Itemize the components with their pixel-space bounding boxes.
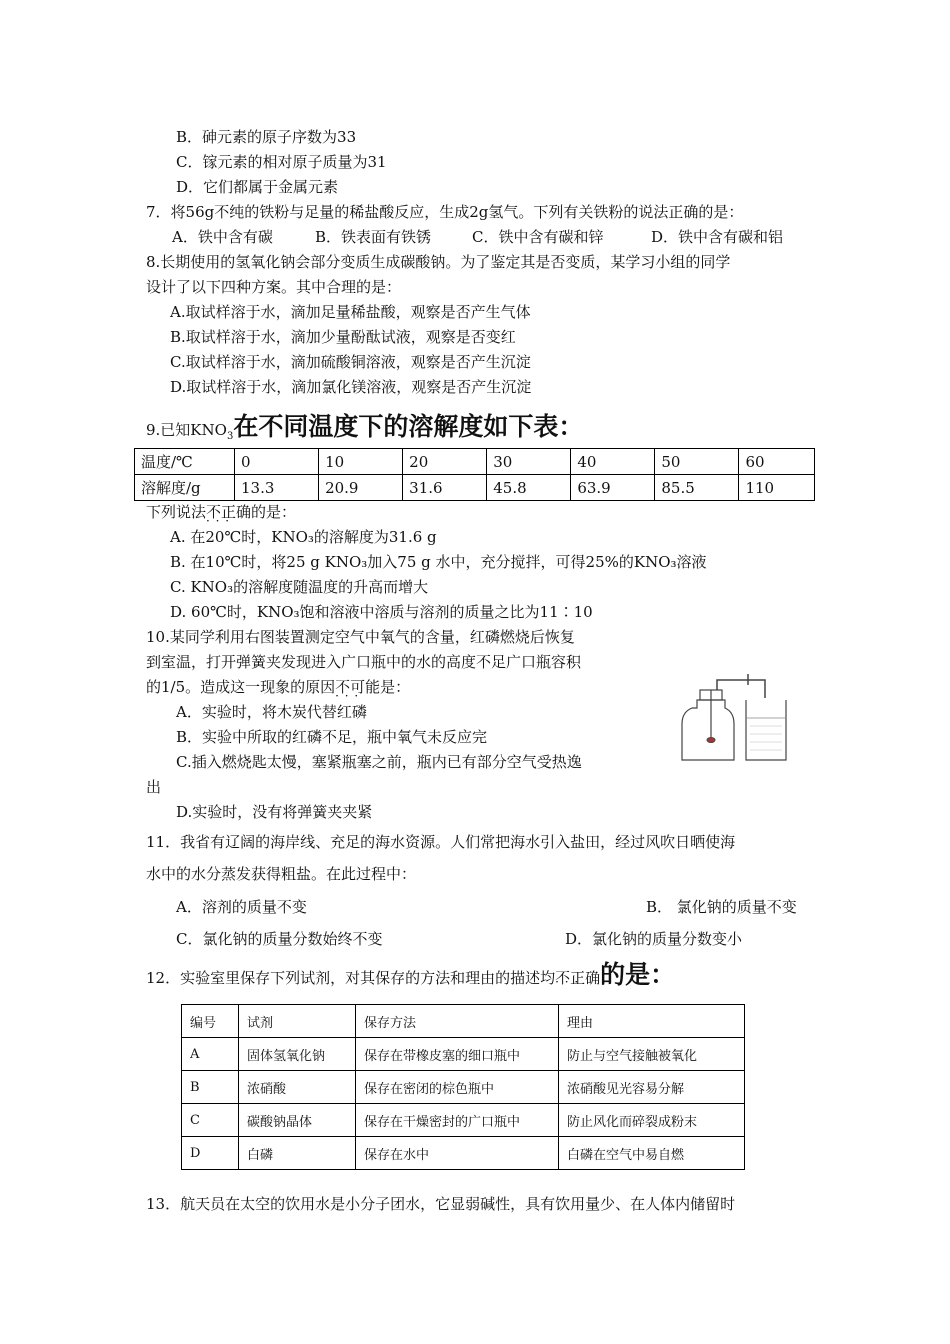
q6-option-c: C．镓元素的相对原子质量为31	[176, 153, 387, 171]
table-cell: 碳酸钠晶体	[239, 1104, 356, 1137]
table-cell: D	[182, 1137, 239, 1170]
table-cell: 50	[655, 449, 739, 475]
table-cell: 浓硝酸	[239, 1071, 356, 1104]
q12-stem-emphasis: 不正确 · · ·	[555, 969, 600, 987]
table-cell: 防止与空气接触被氧化	[559, 1038, 745, 1071]
table-cell: 63.9	[571, 475, 655, 501]
table-cell: 30	[487, 449, 571, 475]
table-row	[135, 449, 815, 475]
table-row	[135, 475, 815, 501]
q9-stem-big: 在不同温度下的溶解度如下表：	[233, 412, 584, 441]
q8-option-c: C.取试样溶于水，滴加硫酸铜溶液，观察是否产生沉淀	[170, 353, 531, 371]
q9-lead	[146, 502, 296, 522]
q7-option-d: D．铁中含有碳和铝	[651, 228, 784, 246]
table-header-row	[182, 1005, 745, 1038]
q11-option-b: B． 氯化钠的质量不变	[646, 898, 797, 916]
q9-stem-prefix: 9.已知KNO	[146, 421, 227, 439]
table-row	[182, 1071, 745, 1104]
q9-option-a: A. 在20℃时，KNO₃的溶解度为31.6 g	[170, 528, 437, 546]
table-cell: 45.8	[487, 475, 571, 501]
q10-option-b: B．实验中所取的红磷不足，瓶中氧气未反应完	[176, 728, 488, 746]
header-cell: 编号	[182, 1005, 239, 1038]
q12-stem	[146, 960, 675, 993]
table-cell: 固体氢氧化钠	[239, 1038, 356, 1071]
q7-option-c: C．铁中含有碳和锌	[472, 228, 604, 246]
q11-stem-line1: 11．我省有辽阔的海岸线、充足的海水资源。人们常把海水引入盐田，经过风吹日晒使海	[146, 833, 736, 851]
header-cell: 试剂	[239, 1005, 356, 1038]
q8-option-d: D.取试样溶于水，滴加氯化镁溶液，观察是否产生沉淀	[170, 378, 532, 396]
header-cell: 理由	[559, 1005, 745, 1038]
q9-option-b: B. 在10℃时，将25 g KNO₃加入75 g 水中，充分搅拌，可得25%的KNO₃溶液	[170, 553, 707, 571]
q9-lead-a: 下列说法	[146, 503, 207, 521]
q11-option-a: A．溶剂的质量不变	[176, 898, 307, 916]
table-row	[182, 1104, 745, 1137]
table-cell: 20.9	[319, 475, 403, 501]
q10-stem-line2: 到室温，打开弹簧夹发现进入广口瓶中的水的高度不足广口瓶容积	[146, 653, 582, 671]
q9-stem	[146, 412, 583, 452]
q11-option-d: D．氯化钠的质量分数变小	[565, 930, 743, 948]
q7-option-b: B．铁表面有铁锈	[315, 228, 432, 246]
table-cell: 31.6	[403, 475, 487, 501]
table-row	[182, 1038, 745, 1071]
q10-stem3-b: 是：	[380, 678, 411, 696]
table-cell: C	[182, 1104, 239, 1137]
q10-stem-line1: 10.某同学利用右图装置测定空气中氧气的含量，红磷燃烧后恢复	[146, 628, 575, 646]
q9-option-c: C. KNO₃的溶解度随温度的升高而增大	[170, 578, 429, 596]
q9-lead-b: 的是：	[251, 503, 297, 521]
table-cell: 防止风化而碎裂成粉末	[559, 1104, 745, 1137]
table-cell: 保存在干燥密封的广口瓶中	[356, 1104, 559, 1137]
row-label-solubility: 溶解度/g	[135, 475, 235, 501]
q7-option-a: A．铁中含有碳	[172, 228, 273, 246]
q12-stem-a: 12．实验室里保存下列试剂，对其保存的方法和理由的描述均	[146, 969, 556, 987]
table-cell: 110	[739, 475, 815, 501]
q9-lead-emphasis: 不正确 · · ·	[206, 503, 251, 521]
q6-option-d: D．它们都属于金属元素	[176, 178, 339, 196]
row-label-temp: 温度/℃	[135, 449, 235, 475]
table-cell: A	[182, 1038, 239, 1071]
q11-stem-line2: 水中的水分蒸发获得粗盐。在此过程中：	[146, 865, 417, 883]
apparatus-figure	[672, 668, 802, 768]
q10-option-a: A．实验时，将木炭代替红磷	[176, 703, 367, 721]
q8-stem-line1: 8.长期使用的氢氧化钠会部分变质生成碳酸钠。为了鉴定其是否变质，某学习小组的同学	[146, 253, 731, 271]
q8-option-b: B.取试样溶于水，滴加少量酚酞试液，观察是否变红	[170, 328, 516, 346]
table-cell: 白磷在空气中易自燃	[559, 1137, 745, 1170]
q9-subscript: 3	[226, 431, 234, 442]
q10-option-d: D.实验时，没有将弹簧夹夹紧	[176, 803, 373, 821]
table-cell: 10	[319, 449, 403, 475]
table-row	[182, 1137, 745, 1170]
header-cell: 保存方法	[356, 1005, 559, 1038]
q12-stem-big: 的是：	[600, 960, 676, 989]
q8-stem-line2: 设计了以下四种方案。其中合理的是：	[146, 278, 402, 296]
table-cell: 20	[403, 449, 487, 475]
solubility-table	[134, 448, 815, 501]
table-cell: 保存在水中	[356, 1137, 559, 1170]
q6-option-b: B．砷元素的原子序数为33	[176, 128, 357, 146]
q8-option-a: A.取试样溶于水，滴加足量稀盐酸，观察是否产生气体	[170, 303, 531, 321]
q10-option-c-line1: C.插入燃烧匙太慢，塞紧瓶塞之前，瓶内已有部分空气受热逸	[176, 753, 582, 771]
q7-stem: 7．将56g不纯的铁粉与足量的稀盐酸反应，生成2g氢气。下列有关铁粉的说法正确的是：	[146, 203, 744, 221]
q10-option-c-line2: 出	[146, 778, 162, 796]
table-cell: 85.5	[655, 475, 739, 501]
table-cell: 0	[235, 449, 319, 475]
reagent-table	[181, 1004, 745, 1170]
table-cell: 13.3	[235, 475, 319, 501]
table-cell: 60	[739, 449, 815, 475]
q9-option-d: D. 60℃时，KNO₃饱和溶液中溶质与溶剂的质量之比为11∶10	[170, 603, 593, 621]
q10-stem3-a: 的1/5。造成这一现象的原因	[146, 678, 336, 696]
q10-stem-emphasis: 不可能 · · ·	[335, 678, 380, 696]
q13-stem: 13．航天员在太空的饮用水是小分子团水，它显弱碱性，具有饮用量少、在人体内储留时	[146, 1195, 736, 1213]
table-cell: 保存在密闭的棕色瓶中	[356, 1071, 559, 1104]
table-cell: 白磷	[239, 1137, 356, 1170]
table-cell: B	[182, 1071, 239, 1104]
table-cell: 浓硝酸见光容易分解	[559, 1071, 745, 1104]
q10-stem-line3	[146, 677, 410, 697]
table-cell: 40	[571, 449, 655, 475]
q11-option-c: C．氯化钠的质量分数始终不变	[176, 930, 383, 948]
table-cell: 保存在带橡皮塞的细口瓶中	[356, 1038, 559, 1071]
